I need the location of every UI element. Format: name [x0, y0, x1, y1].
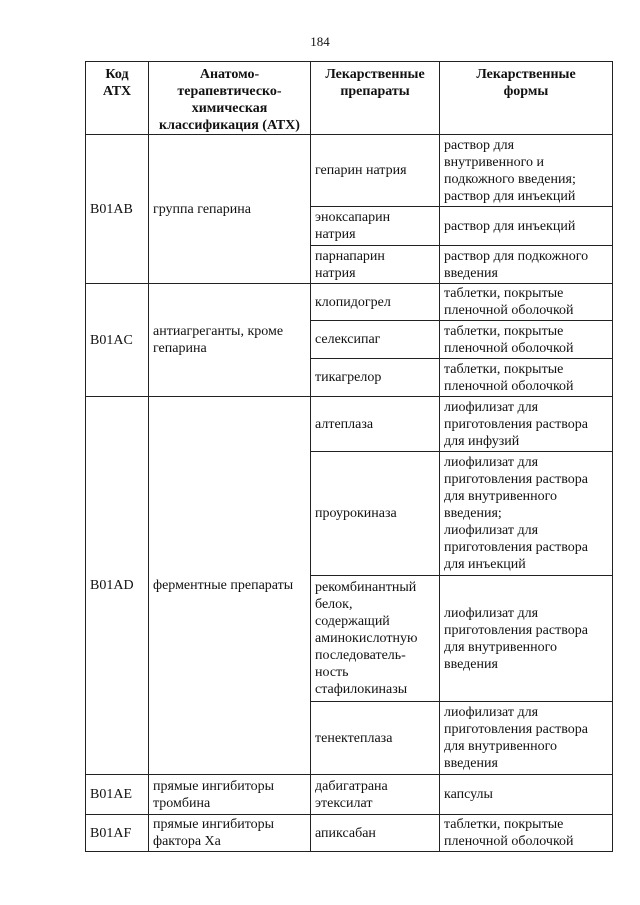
drug-form-cell: раствор для внутривенного и подкожного введения; раствор для инъекций — [440, 135, 613, 207]
drug-form-cell: таблетки, покрытые пленочной оболочкой — [440, 815, 613, 852]
drug-name-cell: парнапарин натрия — [311, 246, 440, 284]
table-row — [86, 397, 613, 452]
drug-form-cell: лиофилизат для приготовления раствора для внутривенного введения — [440, 702, 613, 775]
header-atc-classification: Анатомо- терапевтическо- химическая классификация (АТХ) — [149, 62, 311, 135]
drug-name-cell: гепарин натрия — [311, 135, 440, 207]
classification-cell: прямые ингибиторы тромбина — [149, 775, 311, 815]
classification-cell: группа гепарина — [149, 135, 311, 284]
atc-code-cell: B01AC — [86, 284, 149, 397]
header-row — [86, 62, 613, 135]
atc-code-cell: B01AB — [86, 135, 149, 284]
header-drugs: Лекарственные препараты — [311, 62, 440, 135]
drug-name-cell: тикагрелор — [311, 359, 440, 397]
header-atc-code: Код АТХ — [86, 62, 149, 135]
classification-cell: прямые ингибиторы фактора Xa — [149, 815, 311, 852]
drug-name-cell: эноксапарин натрия — [311, 207, 440, 246]
drug-form-cell: таблетки, покрытые пленочной оболочкой — [440, 321, 613, 359]
page-number: 184 — [310, 34, 330, 49]
drug-name-cell: тенектеплаза — [311, 702, 440, 775]
table-row — [86, 284, 613, 321]
drug-form-cell: раствор для подкожного введения — [440, 246, 613, 284]
drug-form-cell: лиофилизат для приготовления раствора для внутривенного введения; лиофилизат для приготовления раствора для инъекций — [440, 452, 613, 576]
drug-name-cell: апиксабан — [311, 815, 440, 852]
atc-code-cell: B01AF — [86, 815, 149, 852]
header-forms: Лекарственные формы — [440, 62, 613, 135]
drug-name-cell: селексипаг — [311, 321, 440, 359]
drug-form-cell: таблетки, покрытые пленочной оболочкой — [440, 359, 613, 397]
drug-form-cell: лиофилизат для приготовления раствора для инфузий — [440, 397, 613, 452]
atc-drug-table — [85, 61, 613, 852]
drug-name-cell: клопидогрел — [311, 284, 440, 321]
table-row — [86, 775, 613, 815]
atc-code-cell: B01AE — [86, 775, 149, 815]
drug-form-cell: капсулы — [440, 775, 613, 815]
drug-name-cell: дабигатрана этексилат — [311, 775, 440, 815]
classification-cell: антиагреганты, кроме гепарина — [149, 284, 311, 397]
drug-form-cell: таблетки, покрытые пленочной оболочкой — [440, 284, 613, 321]
table-row — [86, 815, 613, 852]
table-row — [86, 135, 613, 207]
atc-code-cell: B01AD — [86, 397, 149, 775]
drug-name-cell: алтеплаза — [311, 397, 440, 452]
drug-name-cell: проурокиназа — [311, 452, 440, 576]
classification-cell: ферментные препараты — [149, 397, 311, 775]
drug-name-cell: рекомбинантный белок, содержащий аминокислотную последователь- ность стафилокиназы — [311, 576, 440, 702]
drug-form-cell: раствор для инъекций — [440, 207, 613, 246]
drug-form-cell: лиофилизат для приготовления раствора для внутривенного введения — [440, 576, 613, 702]
